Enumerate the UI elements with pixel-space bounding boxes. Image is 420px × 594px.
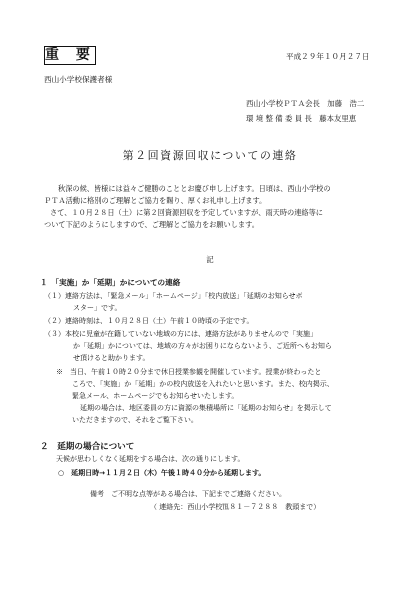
important-stamp: 重 要 <box>45 47 96 63</box>
section1-item3-line3: せ頂けると助かります。 <box>73 354 150 362</box>
ki-marker: 記 <box>206 255 214 264</box>
addressee: 西山小学校保護者様 <box>44 75 113 84</box>
section2-line-1: 天候が思わしくなく延期をする場合は、次の通りにします。 <box>56 455 245 463</box>
section1-item1-line2: スター」です。 <box>73 304 122 312</box>
section1-item3-line2: か「延期」かについては、地域の方々がお困りにならないよう、ご近所へもお知ら <box>73 342 332 350</box>
remark-line: 備考 ご不明な点等がある場合は、下記までご連絡ください。 <box>90 490 286 498</box>
note-line-2: ころで、「実施」か「延期」かの校内放送を入れたいと思います。また、校内掲示、 <box>72 380 334 388</box>
intro-line-2: ＰＴＡ活動に格別のご理解とご協力を賜り、厚くお礼申し上げます。 <box>44 196 267 205</box>
section2-heading: ２ 延期の場合について <box>40 442 135 452</box>
section1-item3-line1: （３）本校に児童が在籍していない地域の方には、連絡方法がありませんので「実施」 <box>44 330 317 338</box>
note-line-1: ※ 当日、午前１０時２０分まで休日授業参観を開催しています。授業が終わったと <box>56 368 322 376</box>
note-line-5: いただきますので、それをご覧下さい。 <box>72 416 198 424</box>
section1-item2: （２）連絡時刻は、１０月２８日（土）午前１０時頃の予定です。 <box>44 317 254 325</box>
postponement-datetime: ○ 延期日時→１１月２日（木）午後１時４０分から延期します。 <box>58 469 266 477</box>
issue-date: 平成２９年１０月２７日 <box>286 52 370 61</box>
intro-line-3: さて、１０月２８日（土）に第２回資源回収を予定していますが、雨天時の連絡等に <box>50 208 323 217</box>
sender-pta-president: 西山小学校ＰＴＡ会長 加藤 浩二 <box>246 99 365 108</box>
note-line-4: 延期の場合は、地区委員の方に資源の集積場所に「延期のお知らせ」を掲示して <box>80 404 332 412</box>
sender-committee-chair: 環 境 整 備 委 員 長 藤本友里恵 <box>246 114 357 123</box>
section1-heading: １ 「実施」か「延期」かについての連絡 <box>40 278 181 287</box>
intro-line-1: 秋深の候、皆様には益々ご健勝のこととお慶び申し上げます。日頃は、西山小学校の <box>58 184 331 193</box>
note-line-3: 緊急メール、ホームページでもお知らせいたします。 <box>72 392 239 400</box>
document-title: 第２回資源回収についての連絡 <box>122 149 298 162</box>
section1-item1-line1: （１）連絡方法は、「緊急メール」「ホームページ」「校内放送」「延期のお知らせボ <box>44 292 303 300</box>
contact-line: （ 連絡先：西山小学校℡８１－７２８８ 教頭まで） <box>150 503 321 511</box>
intro-line-4: ついて下記のようにしますので、ご理解とご協力をお願いします。 <box>44 220 259 229</box>
